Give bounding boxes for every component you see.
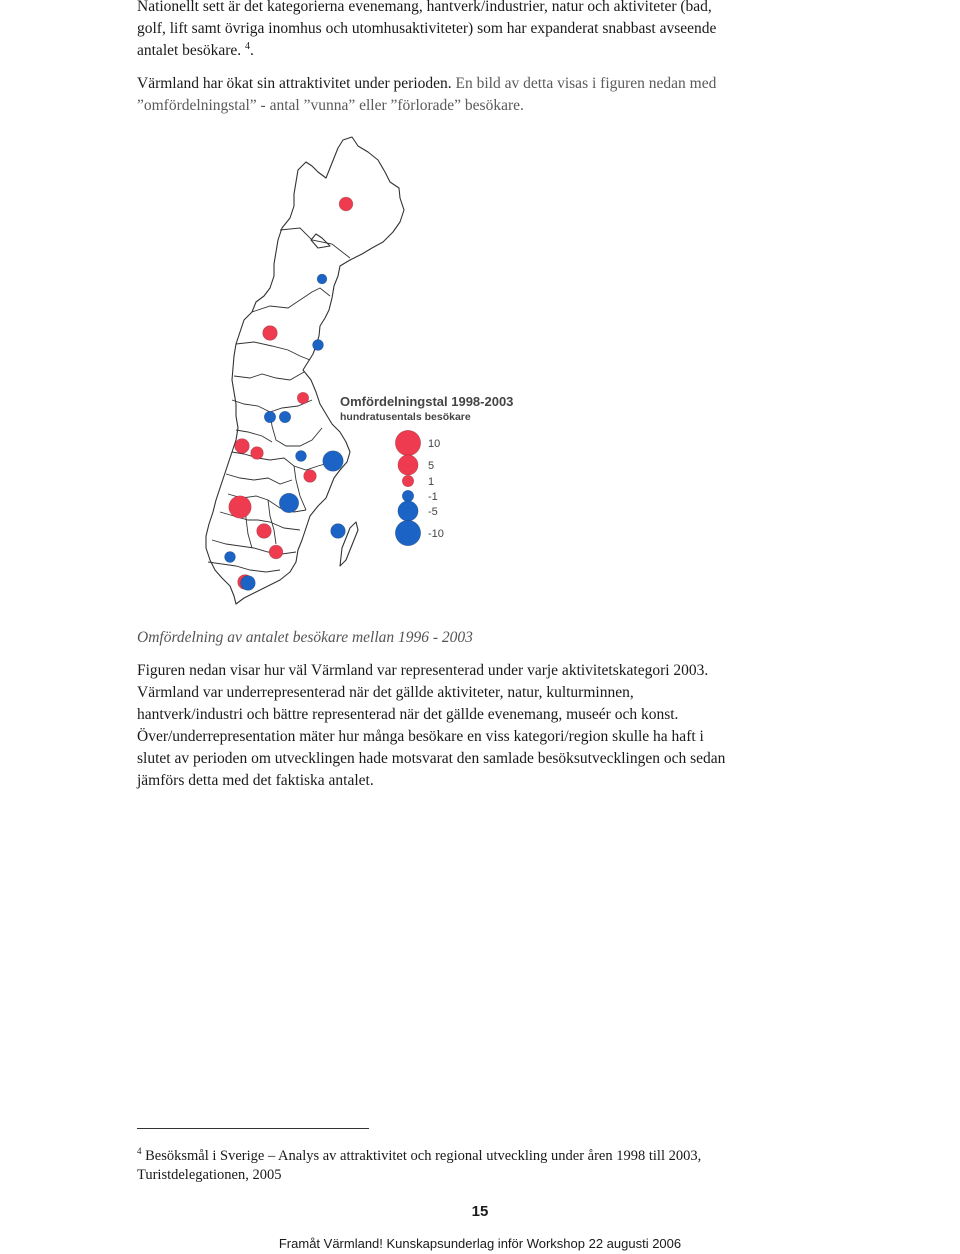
body-line-2: Värmland var underrepresenterad när det gällde aktiviteter, natur, kulturminnen, [137, 684, 634, 701]
legend-subtitle: hundratusentals besökare [340, 411, 471, 423]
figure-intro-line-2: ”omfördelningstal” - antal ”vunna” eller ”förlorade” besökare. [137, 97, 524, 114]
footnote-number: 4 [137, 1146, 142, 1157]
map-legend [340, 394, 513, 546]
figure-intro-line-1a: Värmland har ökat sin attraktivitet under perioden. [137, 75, 452, 92]
gain-circle [304, 470, 317, 483]
intro-after-ref: . [250, 42, 254, 59]
body-line-6: jämförs detta med det faktiska antalet. [137, 772, 374, 789]
legend-symbol [395, 520, 420, 545]
footnote-ref[interactable]: 4 [245, 40, 251, 52]
loss-circle [313, 340, 324, 351]
intro-line-2: golf, lift samt övriga inomhus och utomhusaktiviteter) som har expanderat snabbast avseende [137, 20, 717, 37]
body-line-1: Figuren nedan visar hur väl Värmland var representerad under varje aktivitetskategori 2003. [137, 662, 709, 679]
footnote [137, 1147, 837, 1185]
loss-circle [331, 524, 346, 539]
loss-circle [279, 493, 298, 512]
legend-label: -1 [428, 491, 438, 503]
gain-circle [251, 447, 264, 460]
figure-intro-line-1b: En bild av detta visas i figuren nedan med [451, 75, 717, 92]
figure-caption: Omfördelning av antalet besökare mellan 1996 - 2003 [137, 629, 473, 646]
body-line-5: slutet av perioden om utvecklingen hade motsvarat den samlade besöksutvecklingen och sedan [137, 750, 726, 767]
legend-label: 1 [428, 476, 435, 488]
legend-label: 5 [428, 460, 435, 472]
legend-symbol [402, 490, 414, 502]
footnote-line-2: Turistdelegationen, 2005 [137, 1167, 282, 1183]
sweden-outline [206, 137, 404, 604]
gain-circle [339, 197, 353, 211]
body-line-4: Över/underrepresentation mäter hur många besökare en viss kategori/region skulle ha haft i [137, 728, 704, 745]
legend-label: -10 [428, 528, 444, 540]
legend-title: Omfördelningstal 1998-2003 [340, 394, 514, 409]
footnote-separator [137, 1128, 369, 1129]
region-outline [206, 137, 404, 604]
legend-symbol [395, 430, 420, 455]
gain-circle [297, 392, 309, 404]
body-line-3: hantverk/industri och bättre representerad när det gällde evenemang, museér och konst. [137, 706, 679, 723]
loss-circle [279, 411, 291, 423]
gain-circle [263, 326, 278, 341]
gain-circle [257, 524, 272, 539]
loss-circle [317, 274, 327, 284]
footnote-line-1: Besöksmål i Sverige – Analys av attraktivitet och regional utveckling under åren 1998 till 2003, [145, 1148, 702, 1164]
loss-circle [225, 552, 236, 563]
page-number: 15 [471, 1203, 489, 1220]
loss-circle [323, 451, 344, 472]
gain-circle [269, 545, 283, 559]
body-paragraph [137, 660, 837, 792]
intro-line-1: Nationellt sett är det kategorierna evenemang, hantverk/industrier, natur och aktiviteter (bad, [137, 0, 712, 15]
page-footer: Framåt Värmland! Kunskapsunderlag inför Workshop 22 augusti 2006 [278, 1236, 682, 1251]
legend-label: -5 [428, 506, 438, 518]
loss-circle [296, 451, 307, 462]
loss-circle [264, 411, 276, 423]
loss-circle [241, 576, 256, 591]
legend-label: 10 [428, 438, 441, 450]
legend-symbol [398, 501, 418, 521]
gain-circle [235, 439, 250, 454]
legend-symbol [402, 475, 414, 487]
legend-symbol [398, 455, 418, 475]
gain-circle [229, 496, 252, 519]
legend-items [395, 430, 444, 545]
intro-line-3: antalet besökare. [137, 42, 242, 59]
